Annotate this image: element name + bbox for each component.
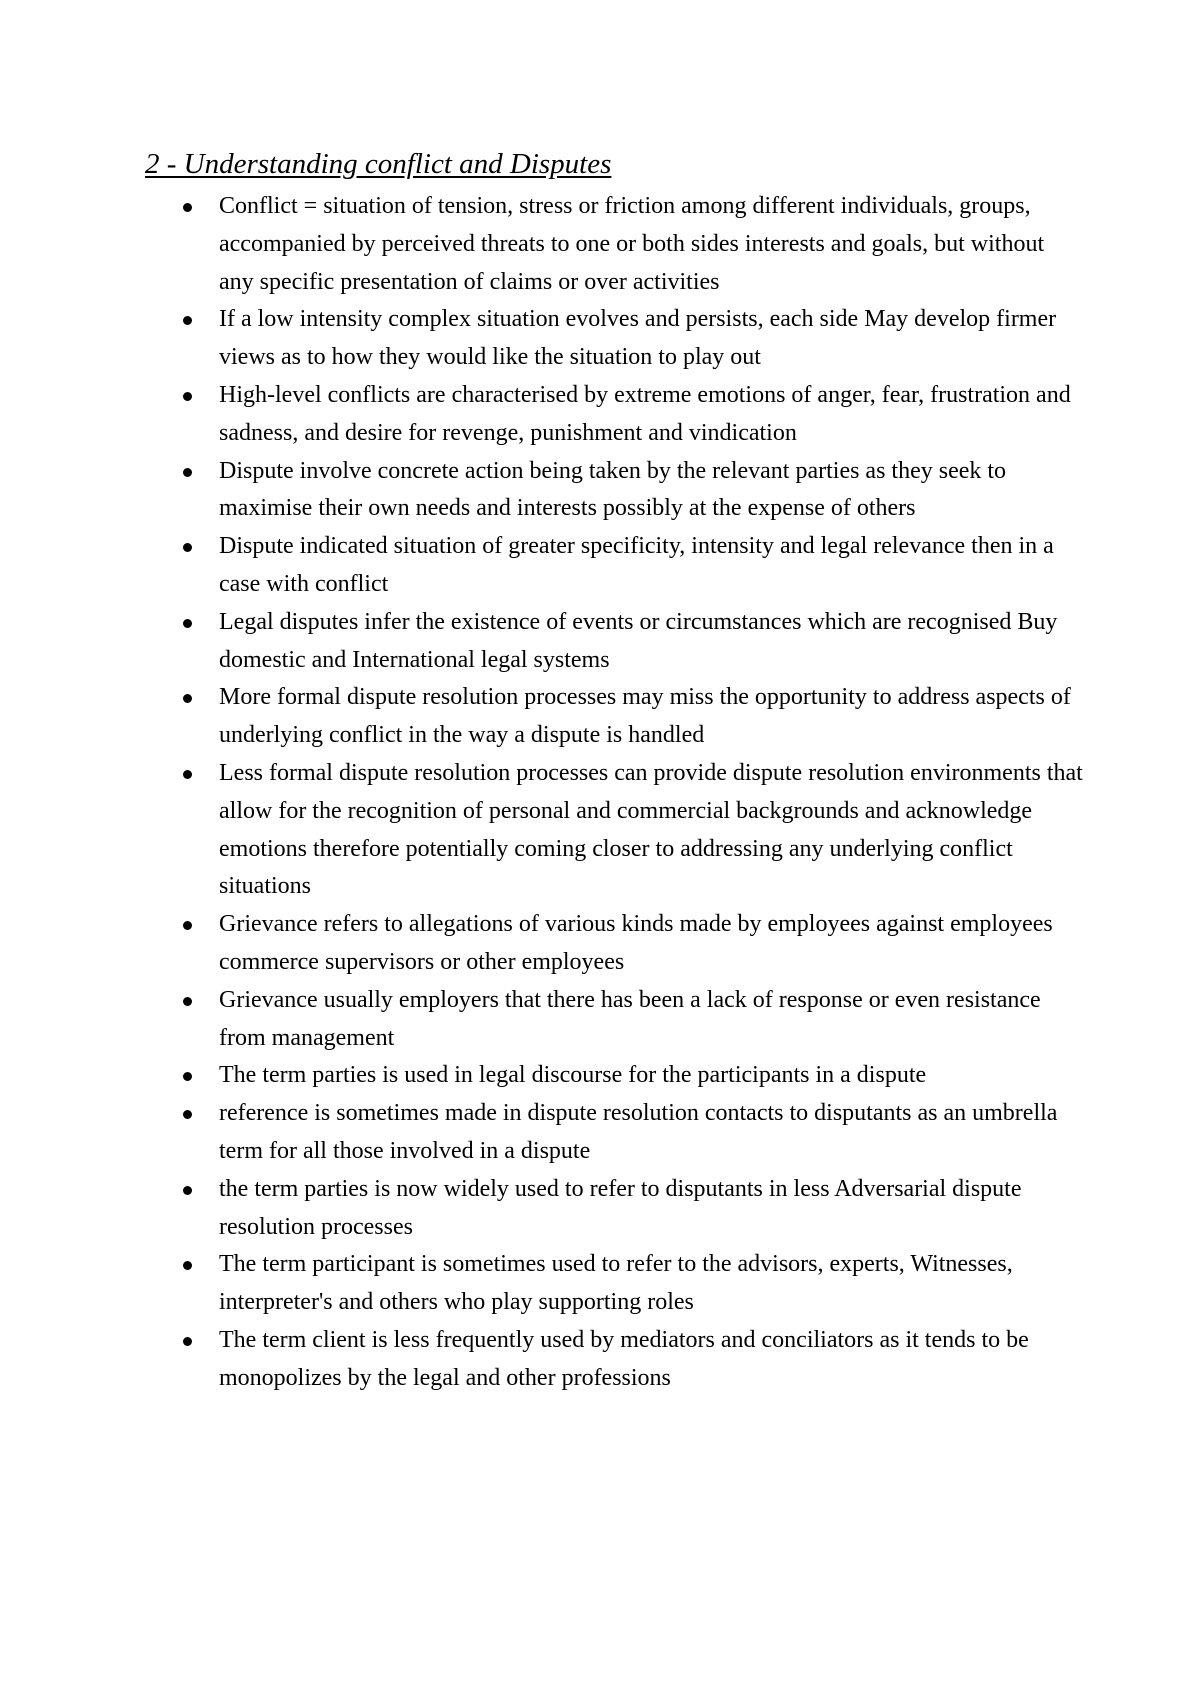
- list-item-text: Dispute indicated situation of greater specificity, intensity and legal relevance then in a case with conflict: [219, 533, 1054, 597]
- list-item: [183, 604, 1083, 680]
- list-item: [183, 906, 1083, 982]
- list-item: [183, 377, 1083, 453]
- list-item: [183, 528, 1083, 604]
- list-item: [183, 679, 1083, 755]
- list-item-text: Conflict = situation of tension, stress or friction among different individuals, groups, accompanied by perceived threats to one or both sides interests and goals, but without any specific presentation of claims or over activities: [219, 193, 1045, 295]
- list-item: [183, 755, 1083, 906]
- list-item-text: If a low intensity complex situation evolves and persists, each side May develop firmer views as to how they would like the situation to play out: [219, 306, 1057, 371]
- bullet-icon: [183, 1110, 192, 1119]
- list-item-text: Dispute involve concrete action being taken by the relevant parties as they seek to maximise their own needs and interests possibly at the expense of others: [219, 457, 1007, 522]
- list-item-text: Grievance refers to allegations of various kinds made by employees against employees commerce supervisors or other employees: [219, 911, 1053, 975]
- bullet-icon: [183, 203, 192, 212]
- section-heading: 2 - Understanding conflict and Disputes: [145, 148, 612, 180]
- list-item-text: Legal disputes infer the existence of events or circumstances which are recognised Buy domestic and International legal systems: [219, 608, 1058, 673]
- list-item-text: Grievance usually employers that there has been a lack of response or even resistance from management: [219, 986, 1041, 1051]
- list-item-text: Less formal dispute resolution processes can provide dispute resolution environments that allow for the recognition of personal and commercial backgrounds and acknowledge emotions therefore potentially coming closer to addressing any underlying conflict situations: [219, 759, 1083, 900]
- list-item: [183, 1322, 1083, 1398]
- bullet-icon: [183, 1261, 192, 1270]
- list-item-text: High-level conflicts are characterised by extreme emotions of anger, fear, frustration and sadness, and desire for revenge, punishment and vindication: [219, 381, 1071, 446]
- list-item: [183, 453, 1083, 529]
- bullet-icon: [183, 1186, 192, 1195]
- list-item-text: reference is sometimes made in dispute resolution contacts to disputants as an umbrella term for all those involved in a dispute: [219, 1100, 1058, 1164]
- bullet-icon: [183, 543, 192, 552]
- bullet-icon: [183, 1337, 192, 1346]
- bullet-icon: [183, 997, 192, 1006]
- bullet-icon: [183, 1072, 192, 1081]
- list-item: [183, 982, 1083, 1058]
- list-item: [183, 301, 1083, 377]
- list-item-text: More formal dispute resolution processes may miss the opportunity to address aspects of underlying conflict in the way a dispute is handled: [219, 684, 1071, 749]
- list-item-text: The term parties is used in legal discourse for the participants in a dispute: [219, 1062, 927, 1089]
- bullet-icon: [183, 694, 192, 703]
- list-item: [183, 1246, 1083, 1322]
- bullet-icon: [183, 770, 192, 779]
- list-item-text: The term client is less frequently used by mediators and conciliators as it tends to be monopolizes by the legal and other professions: [219, 1326, 1029, 1391]
- bullet-icon: [183, 468, 192, 477]
- bullet-icon: [183, 392, 192, 401]
- bullet-icon: [183, 921, 192, 930]
- list-item: [183, 188, 1083, 301]
- list-item-text: The term participant is sometimes used to refer to the advisors, experts, Witnesses, interpreter's and others who play supporting roles: [219, 1251, 1013, 1316]
- bullet-list: [183, 188, 1083, 1398]
- bullet-icon: [183, 619, 192, 628]
- list-item: [183, 1095, 1083, 1171]
- bullet-icon: [183, 316, 192, 325]
- list-item: [183, 1057, 1083, 1095]
- list-item-text: the term parties is now widely used to refer to disputants in less Adversarial dispute resolution processes: [219, 1175, 1022, 1240]
- list-item: [183, 1171, 1083, 1247]
